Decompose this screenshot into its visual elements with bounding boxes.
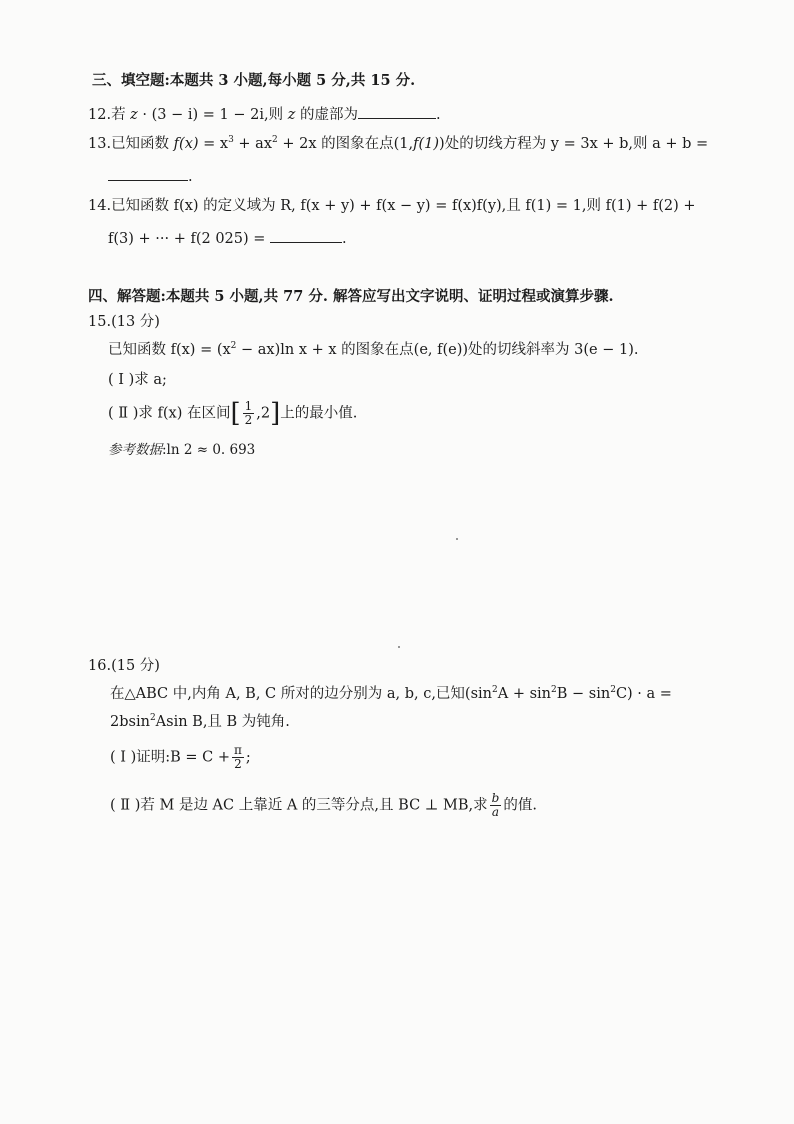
question-16-part-1: ( Ⅰ )证明:B = C + $\frac{\pi}{2}$ ;	[110, 743, 251, 771]
question-16-number: 16.	[88, 658, 112, 674]
fraction-b-over-a: $\frac{b}{a}$	[491, 791, 500, 819]
scan-speck	[398, 646, 400, 648]
question-16-stem-line-2: 2bsin$^2$Asin B,且 B 为钝角.	[110, 713, 290, 730]
question-15-stem: 已知函数 $f(x) = (x^2 - ax)\ln$ x + x 的图象在点(e, f(e))处的切线斜率为 3(e − 1).	[108, 341, 639, 358]
question-13-line-1: 13.已知函数 $f(x) = x^3 + ax^2 + 2x$ 的图象在点(1,f(1))处的切线方程为 y = 3x + b,则 a + b =	[88, 135, 709, 152]
question-15-header: 15.(13 分)	[88, 314, 160, 330]
question-14-line-2: f(3) + ··· + f(2 025) = .	[108, 228, 347, 248]
answer-blank[interactable]	[108, 166, 188, 181]
fraction-one-half: $\frac{1}{2}$	[244, 399, 253, 427]
right-bracket: ]	[270, 398, 281, 429]
section-4-title: 四、解答题:本题共 5 小题,共 77 分. 解答应写出文字说明、证明过程或演算步骤.	[88, 288, 614, 305]
question-16-header: 16.(15 分)	[88, 658, 160, 674]
question-16-stem-line-1: 在△ABC 中,内角 A, B, C 所对的边分别为 a, b, c,已知$(\sin^2A + \sin^2B - \sin^2C) \cdot a$ =	[110, 685, 672, 702]
question-15-reference-data: 参考数据:ln 2 ≈ 0. 693	[108, 442, 256, 458]
question-14-line-1: 14.已知函数 f(x) 的定义域为 R, f(x + y) + f(x − y) = f(x)f(y),且 f(1) = 1,则 f(1) + f(2) +	[88, 198, 696, 214]
question-14-number: 14.	[88, 198, 112, 214]
question-15-part-2: ( Ⅱ )求 f(x) 在区间[ $\frac{1}{2}$ ,2]上的最小值.	[108, 398, 358, 429]
question-13-line-2: .	[108, 166, 193, 186]
question-12-number: 12.	[88, 107, 112, 123]
fraction-pi-over-2: $\frac{\pi}{2}$	[234, 743, 242, 771]
answer-blank[interactable]	[358, 104, 436, 119]
scan-speck	[456, 538, 458, 540]
question-15-number: 15.	[88, 314, 112, 330]
answer-blank[interactable]	[270, 228, 342, 243]
question-12: 12.若 z · (3 − i) = 1 − 2i,则 z 的虚部为 .	[88, 104, 441, 124]
question-15-part-1: ( Ⅰ )求 a;	[108, 372, 167, 388]
left-bracket: [	[230, 398, 241, 429]
question-13-number: 13.	[88, 136, 112, 152]
question-16-part-2: ( Ⅱ )若 M 是边 AC 上靠近 A 的三等分点,且 BC ⊥ MB,求 $\frac{b}{a}$ 的值.	[110, 791, 537, 819]
section-3-title: 三、填空题:本题共 3 小题,每小题 5 分,共 15 分.	[92, 72, 416, 89]
